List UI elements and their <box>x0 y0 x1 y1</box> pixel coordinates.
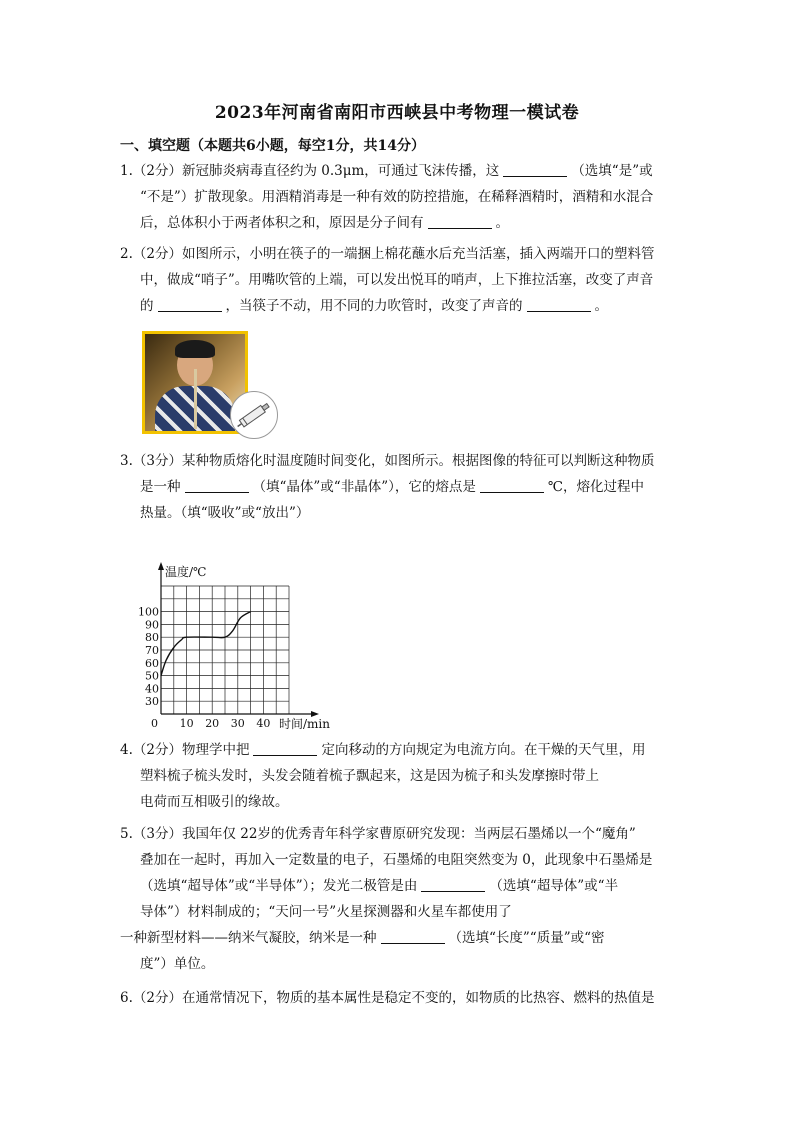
y-axis-arrow <box>158 562 164 570</box>
question-3 <box>120 448 680 526</box>
question-5 <box>120 821 680 977</box>
x-axis-label: 时间/min <box>279 717 330 731</box>
q2-text: 2.（2分）如图所示，小明在筷子的一端捆上棉花蘸水后充当活塞，插入两端开口的塑料管 <box>120 246 655 262</box>
q5-text: 叠加在一起时，再加入一定数量的电子，石墨烯的电阻突然变为 0，此现象中石墨烯是 <box>140 852 653 868</box>
q1-text: 后，总体积小于两者体积之和，原因是分子间有 <box>140 215 424 231</box>
q5-blank-1[interactable] <box>421 877 485 892</box>
q6-text: 6.（2分）在通常情况下，物质的基本属性是稳定不变的，如物质的比热容、燃料的热值是 <box>120 990 655 1006</box>
melting-curve-chart <box>138 556 358 734</box>
q3-text: （填“晶体”或“非晶体”），它的熔点是 <box>252 479 476 495</box>
q2-text: 的 <box>140 298 154 314</box>
q3-blank-2[interactable] <box>480 478 544 493</box>
q5-text: 导体”）材料制成的；“天问一号”火星探测器和火星车都使用了 <box>140 904 512 920</box>
q4-text: 定向移动的方向规定为电流方向。在干燥的天气里，用 <box>321 742 646 758</box>
q3-blank-1[interactable] <box>185 478 249 493</box>
section-heading: 一、填空题（本题共6小题，每空1分，共14分） <box>120 138 425 154</box>
question-1 <box>120 158 680 236</box>
q5-text: （选填“超导体”或“半 <box>489 878 619 894</box>
q4-blank-1[interactable] <box>253 741 317 756</box>
q5-text: （选填“长度”“质量”或“密 <box>448 930 605 946</box>
x-tick-label: 10 <box>179 717 194 730</box>
x-tick-label: 0 <box>151 717 158 730</box>
question-6 <box>120 985 680 1011</box>
q5-blank-2[interactable] <box>381 929 445 944</box>
q5-text: （选填“超导体”或“半导体”）；发光二极管是由 <box>140 878 418 894</box>
y-tick-label: 70 <box>145 644 159 657</box>
x-tick-label: 30 <box>230 717 245 730</box>
y-tick-label: 30 <box>145 695 159 709</box>
y-tick-label: 90 <box>145 618 159 632</box>
syringe-inset-icon <box>230 391 278 439</box>
q3-text: 热量。（填“吸收”或“放出”） <box>140 505 310 521</box>
y-tick-label: 50 <box>145 669 159 683</box>
q1-text: （选填“是”或 <box>571 163 653 179</box>
exam-title: 2023年河南省南阳市西峡县中考物理一模试卷 <box>214 103 580 123</box>
q1-text: “不是”）扩散现象。用酒精消毒是一种有效的防控措施，在稀释酒精时，酒精和水混合 <box>140 189 654 205</box>
y-axis-label: 温度/℃ <box>165 565 207 579</box>
question-4 <box>120 737 680 815</box>
q5-text: 度”）单位。 <box>140 956 215 972</box>
melting-curve-line <box>161 612 251 676</box>
y-tick-label: 40 <box>145 682 159 696</box>
question-2 <box>120 241 680 319</box>
q2-text: 。 <box>594 298 608 314</box>
q1-text: 1.（2分）新冠肺炎病毒直径约为 0.3μm，可通过飞沫传播，这 <box>120 163 500 179</box>
y-tick-label: 80 <box>145 631 159 645</box>
q3-text: ℃，熔化过程中 <box>547 479 644 495</box>
q1-blank-1[interactable] <box>503 162 567 177</box>
q4-text: 电荷而互相吸引的缘故。 <box>140 794 289 810</box>
y-tick-label: 60 <box>145 656 159 670</box>
q5-text: 一种新型材料——纳米气凝胶，纳米是一种 <box>120 930 377 946</box>
q2-text: ，当筷子不动，用不同的力吹管时，改变了声音的 <box>225 298 523 314</box>
q3-text: 3.（3分）某种物质熔化时温度随时间变化，如图所示。根据图像的特征可以判断这种物质 <box>120 453 655 469</box>
q5-text: 5.（3分）我国年仅 22岁的优秀青年科学家曹原研究发现：当两层石墨烯以一个“魔角” <box>120 826 636 842</box>
y-tick-label: 100 <box>138 605 159 619</box>
x-tick-label: 20 <box>205 717 220 730</box>
q2-blank-1[interactable] <box>158 297 222 312</box>
q1-blank-2[interactable] <box>428 214 492 229</box>
q3-text: 是一种 <box>140 479 181 495</box>
q4-text: 4.（2分）物理学中把 <box>120 742 250 758</box>
q2-text: 中，做成“哨子”。用嘴吹管的上端，可以发出悦耳的哨声，上下推拉活塞，改变了声音 <box>140 272 654 288</box>
q1-text: 。 <box>495 215 509 231</box>
q2-blank-2[interactable] <box>527 297 591 312</box>
q4-text: 塑料梳子梳头发时，头发会随着梳子飘起来，这是因为梳子和头发摩擦时带上 <box>140 768 599 784</box>
x-tick-label: 40 <box>256 717 271 730</box>
